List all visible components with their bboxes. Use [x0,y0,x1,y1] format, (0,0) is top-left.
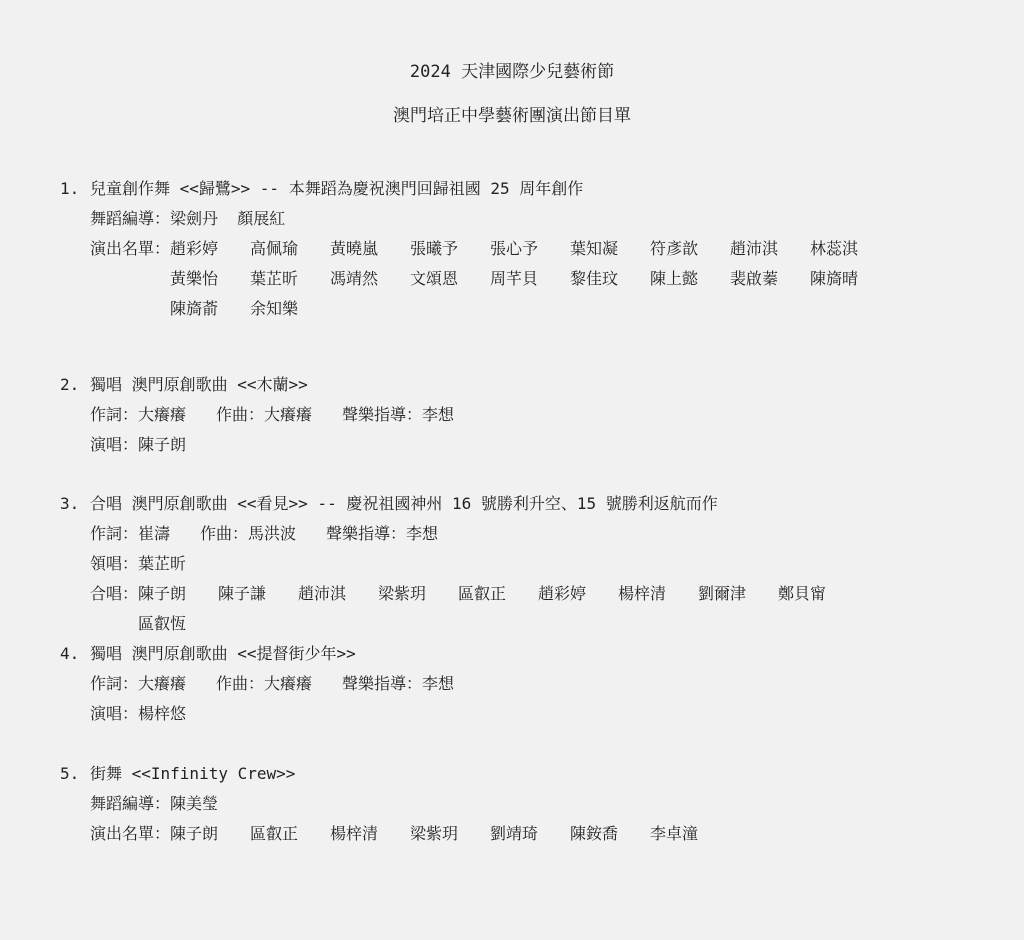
program-item-1 [60,178,1000,320]
performer-name: 區叡正 [250,824,299,843]
composer-credit: 作曲：大癢癢 [216,405,313,424]
performer-name: 區叡正 [458,584,507,603]
performer-name: 陳旖晴 [810,269,859,288]
performer-name: 梁紫玥 [410,824,459,843]
performer-name: 張心予 [490,239,539,258]
item-heading: 兒童創作舞 <<歸鷺>> -- 本舞蹈為慶祝澳門回歸祖國 25 周年創作 [90,179,584,198]
performer-name: 陳子朗 [170,824,219,843]
performer-name: 符彥歆 [650,239,699,258]
cast-list [60,823,1000,845]
performer-name: 梁紫玥 [378,584,427,603]
lyricist-credit: 作詞：大癢癢 [90,405,187,424]
performer-name: 黎佳玟 [570,269,619,288]
vocal-coach-credit: 聲樂指導：李想 [326,524,439,543]
performer-name: 區叡恆 [138,614,187,633]
singer-credit: 演唱：陳子朗 [90,435,187,454]
performer-name: 趙彩婷 [538,584,587,603]
performer-name: 葉芷昕 [250,269,299,288]
credits-row [60,673,1000,695]
lyricist-credit: 作詞：大癢癢 [90,674,187,693]
cast-label: 演出名單： [90,824,171,843]
performer-name: 陳上懿 [650,269,699,288]
performer-name: 文頌恩 [410,269,459,288]
choreographer-credit: 舞蹈編導：陳美瑩 [90,794,219,813]
item-heading: 獨唱 澳門原創歌曲 <<提督街少年>> [90,644,356,663]
program-item-5 [60,763,1000,845]
performer-name: 楊梓清 [330,824,379,843]
item-number: 4. [60,644,80,663]
vocal-coach-credit: 聲樂指導：李想 [342,674,455,693]
program-item-3 [60,493,1000,635]
performer-name: 葉知凝 [570,239,619,258]
performer-name: 鄭貝甯 [778,584,827,603]
performer-name: 陳子謙 [218,584,267,603]
performer-name: 劉靖琦 [490,824,539,843]
performer-name: 裴啟蓁 [730,269,779,288]
item-number: 1. [60,179,80,198]
singer-credit: 演唱：楊梓悠 [90,704,187,723]
cast-list [60,238,1000,320]
performer-name: 李卓潼 [650,824,699,843]
performer-name: 陳旖萮 [170,299,219,318]
vocal-coach-credit: 聲樂指導：李想 [342,405,455,424]
page-subtitle: 澳門培正中學藝術團演出節目單 [393,106,631,126]
performer-name: 林蕊淇 [810,239,859,258]
performer-name: 趙彩婷 [170,239,219,258]
item-heading: 獨唱 澳門原創歌曲 <<木蘭>> [90,375,308,394]
lead-singer-credit: 領唱：葉芷昕 [90,554,187,573]
program-item-2 [60,374,1000,456]
item-number: 2. [60,375,80,394]
item-heading: 合唱 澳門原創歌曲 <<看見>> -- 慶祝祖國神州 16 號勝利升空、15 號勝利返航而作 [90,494,718,513]
performer-name: 劉爾津 [698,584,747,603]
composer-credit: 作曲：馬洪波 [200,524,297,543]
performer-name: 陳銨喬 [570,824,619,843]
cast-label: 演出名單： [90,239,171,258]
performer-name: 陳子朗 [138,584,187,603]
performer-name: 黃曉嵐 [330,239,379,258]
performer-name: 馮靖然 [330,269,379,288]
performer-name: 趙沛淇 [298,584,347,603]
performer-name: 張曦予 [410,239,459,258]
performer-name: 黃樂怡 [170,269,219,288]
item-number: 5. [60,764,80,783]
item-number: 3. [60,494,80,513]
performer-name: 楊梓清 [618,584,667,603]
credits-row [60,404,1000,426]
chorus-list [60,583,1000,635]
credits-row [60,523,1000,545]
performer-name: 周芊貝 [490,269,539,288]
performer-name: 高佩瑜 [250,239,299,258]
lyricist-credit: 作詞：崔濤 [90,524,171,543]
page-title: 2024 天津國際少兒藝術節 [409,62,615,82]
chorus-label: 合唱： [90,584,139,603]
performer-name: 趙沛淇 [730,239,779,258]
performer-name: 余知樂 [250,299,299,318]
program-item-4 [60,643,1000,725]
composer-credit: 作曲：大癢癢 [216,674,313,693]
item-heading: 街舞 <<Infinity Crew>> [90,764,296,783]
choreographer-credit: 舞蹈編導：梁劍丹 顏展紅 [90,209,286,228]
